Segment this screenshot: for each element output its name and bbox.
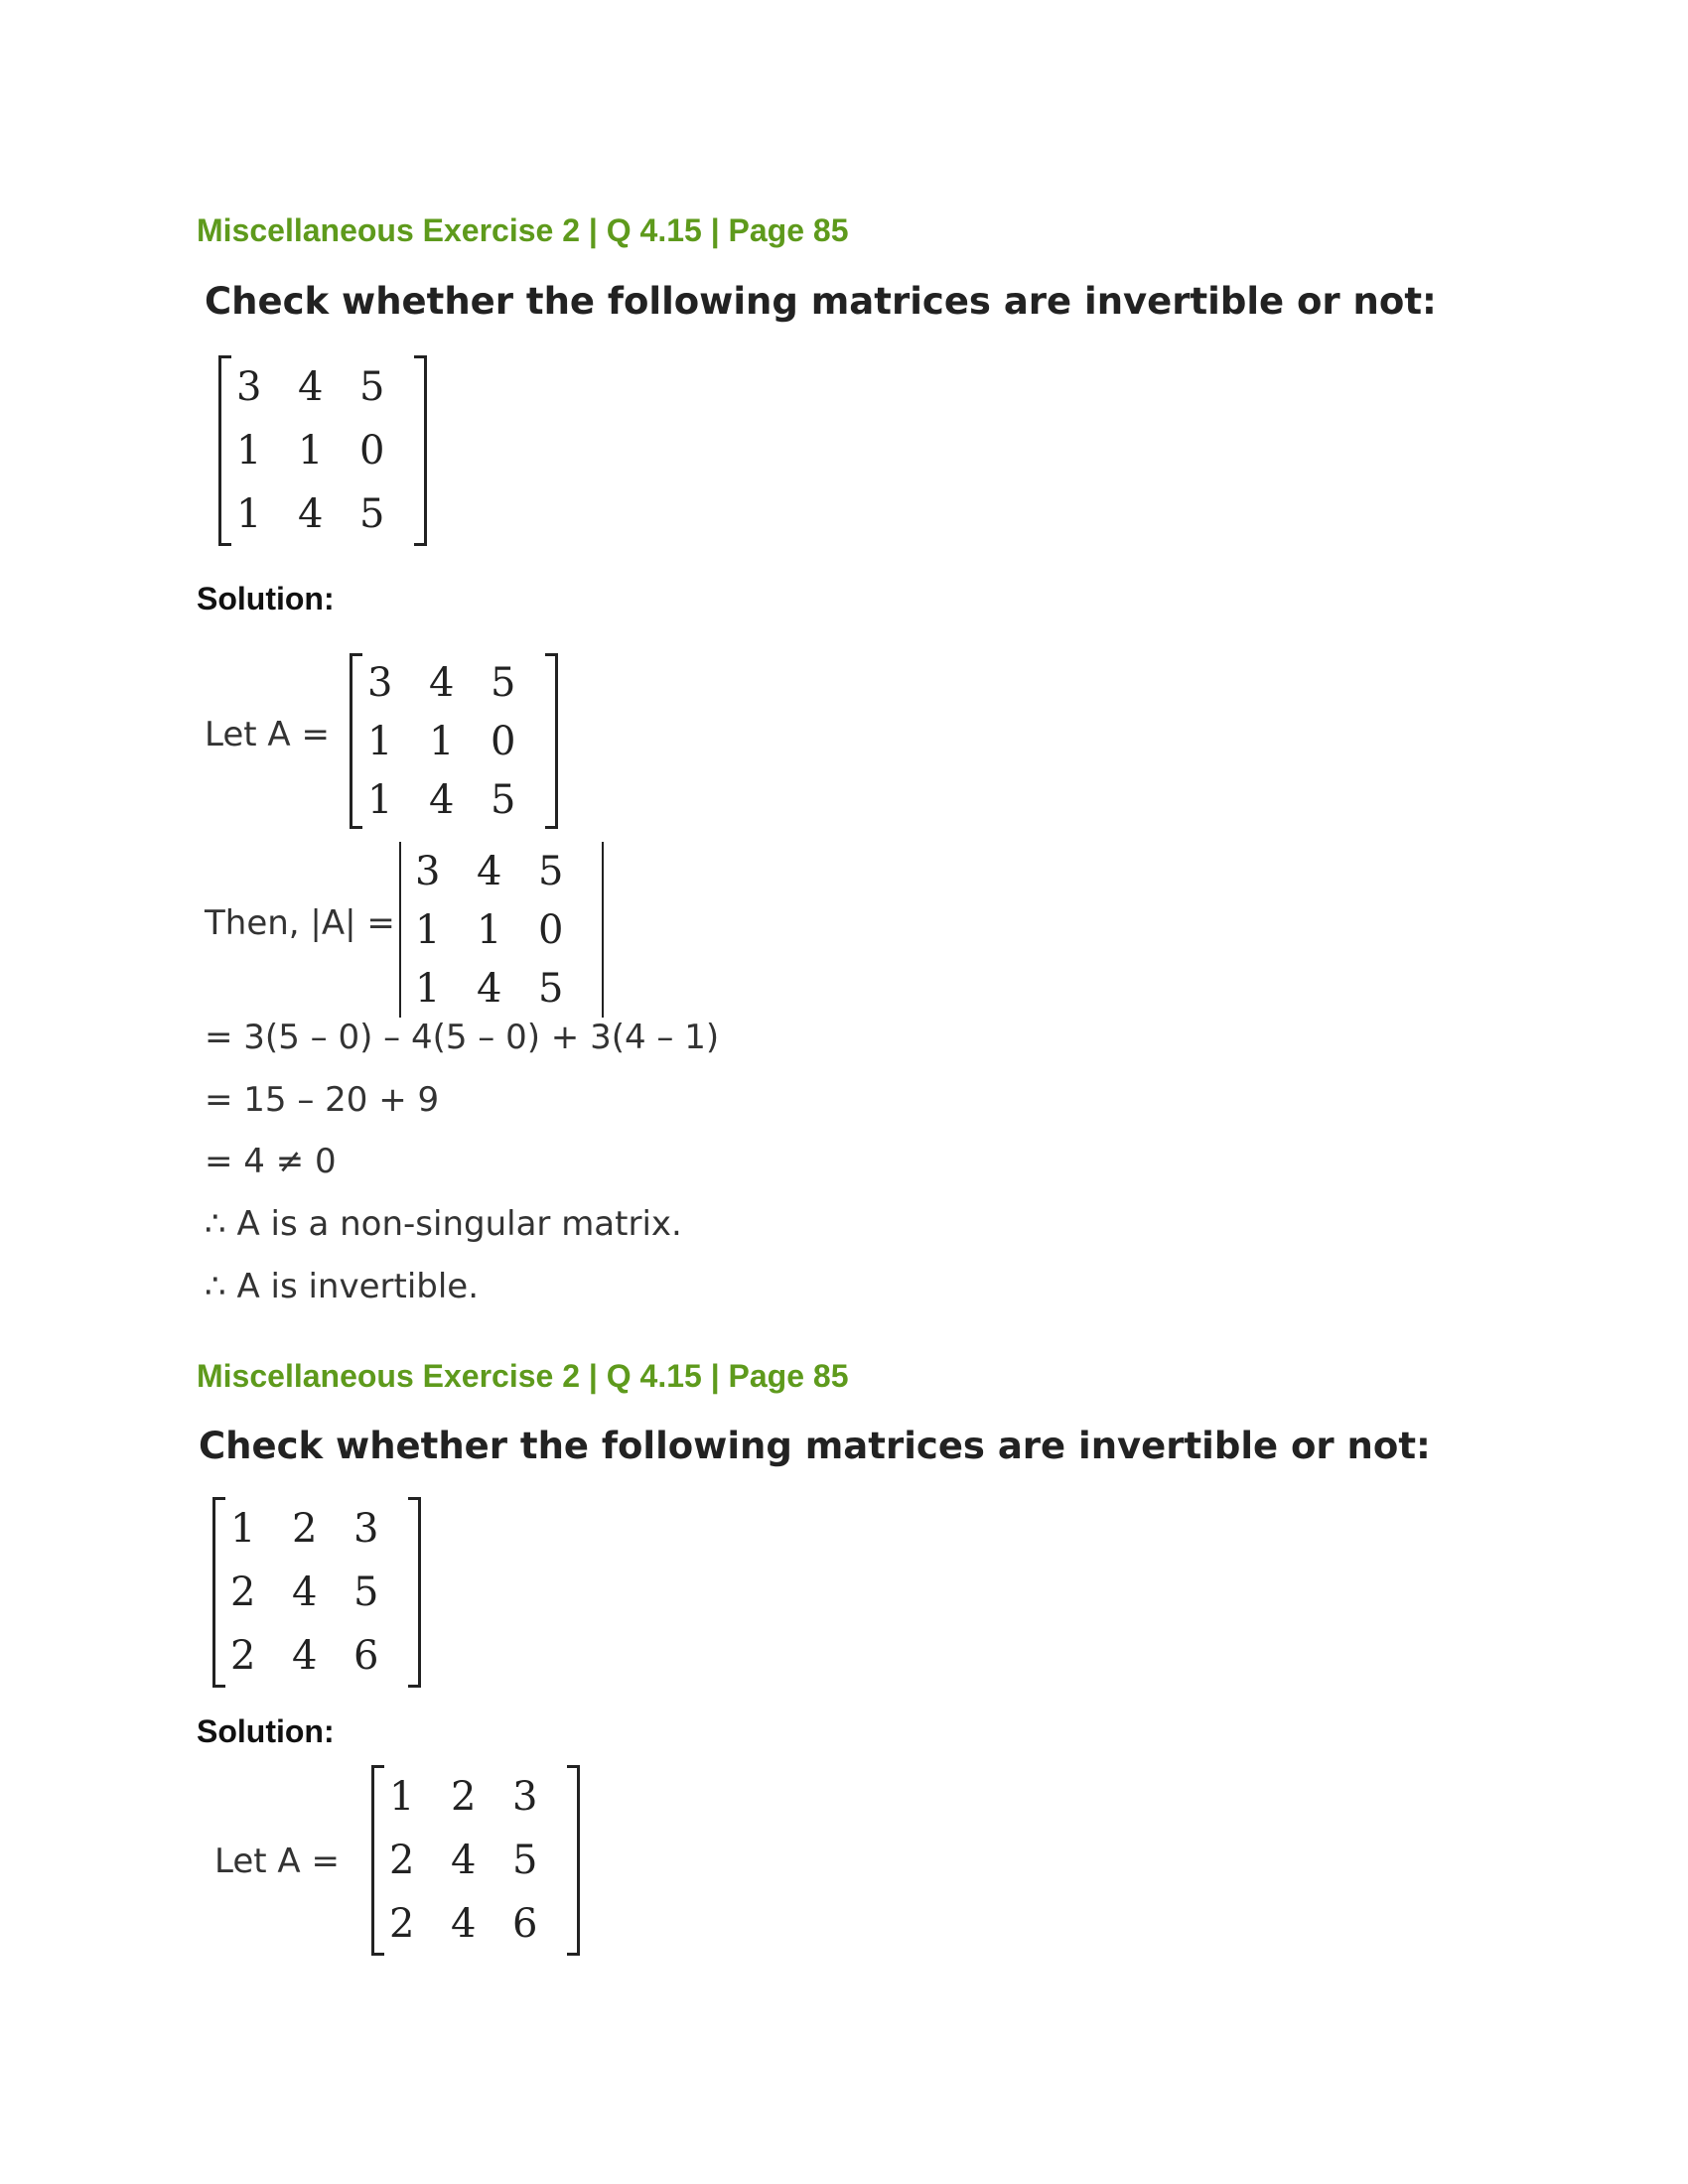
matrix-cell: 3 [236,364,262,410]
section-1-then-label: Then, |A| = [205,903,395,943]
matrix-cell: 5 [359,491,385,537]
matrix-cell: 2 [389,1838,415,1883]
matrix-cell: 4 [292,1570,318,1615]
section-2-question: Check whether the following matrices are invertible or not: [199,1425,1431,1467]
step-conclusion-nonsingular: ∴ A is a non-singular matrix. [205,1204,682,1244]
matrix-cell: 3 [367,659,393,706]
matrix-cell: 2 [389,1901,415,1947]
step-result: = 4 ≠ 0 [205,1142,337,1181]
matrix-cell: 4 [429,776,455,823]
matrix-cell: 2 [230,1633,256,1679]
step-conclusion-invertible: ∴ A is invertible. [205,1267,480,1306]
section-1-question: Check whether the following matrices are invertible or not: [205,280,1437,323]
matrix-cell: 5 [359,364,385,410]
section-2-solution-matrix [371,1765,580,1956]
matrix-cell: 1 [429,718,455,764]
matrix-cell: 0 [538,906,564,953]
section-1-let-label: Let A = [205,715,330,754]
section-2-question-matrix [212,1497,421,1688]
matrix-cell: 4 [451,1838,477,1883]
matrix-cell: 4 [451,1901,477,1947]
matrix-cell: 5 [353,1570,379,1615]
matrix-cell: 2 [451,1774,477,1820]
matrix-cell: 1 [236,428,262,474]
section-1-solution-label: Solution: [197,581,335,616]
section-2-solution-label: Solution: [197,1713,335,1749]
matrix-cell: 3 [512,1774,538,1820]
matrix-cell: 1 [415,906,441,953]
matrix-cell: 4 [298,491,324,537]
matrix-cell: 5 [491,659,516,706]
matrix-cell: 4 [292,1633,318,1679]
matrix-cell: 5 [512,1838,538,1883]
matrix-cell: 1 [236,491,262,537]
matrix-cell: 5 [538,965,564,1012]
matrix-cell: 6 [512,1901,538,1947]
matrix-cell: 4 [429,659,455,706]
matrix-cell: 1 [415,965,441,1012]
section-2-let-label: Let A = [214,1842,340,1881]
matrix-cell: 2 [230,1570,256,1615]
section-1-determinant [397,842,606,1018]
matrix-cell: 4 [477,965,502,1012]
section-1-solution-matrix [350,653,558,829]
matrix-cell: 3 [353,1506,379,1552]
step-arithmetic: = 15 – 20 + 9 [205,1080,440,1120]
matrix-cell: 3 [415,848,441,894]
matrix-cell: 1 [230,1506,256,1552]
matrix-cell: 1 [477,906,502,953]
matrix-cell: 4 [477,848,502,894]
matrix-cell: 1 [367,718,393,764]
matrix-cell: 0 [491,718,516,764]
section-2-heading: Miscellaneous Exercise 2 | Q 4.15 | Page 85 [197,1358,849,1394]
step-expansion: = 3(5 – 0) – 4(5 – 0) + 3(4 – 1) [205,1018,720,1057]
matrix-cell: 0 [359,428,385,474]
matrix-cell: 1 [298,428,324,474]
matrix-cell: 4 [298,364,324,410]
matrix-cell: 1 [367,776,393,823]
matrix-cell: 5 [491,776,516,823]
matrix-cell: 1 [389,1774,415,1820]
matrix-cell: 5 [538,848,564,894]
matrix-cell: 6 [353,1633,379,1679]
section-1-question-matrix [218,355,427,546]
matrix-cell: 2 [292,1506,318,1552]
section-1-heading: Miscellaneous Exercise 2 | Q 4.15 | Page 85 [197,212,849,248]
